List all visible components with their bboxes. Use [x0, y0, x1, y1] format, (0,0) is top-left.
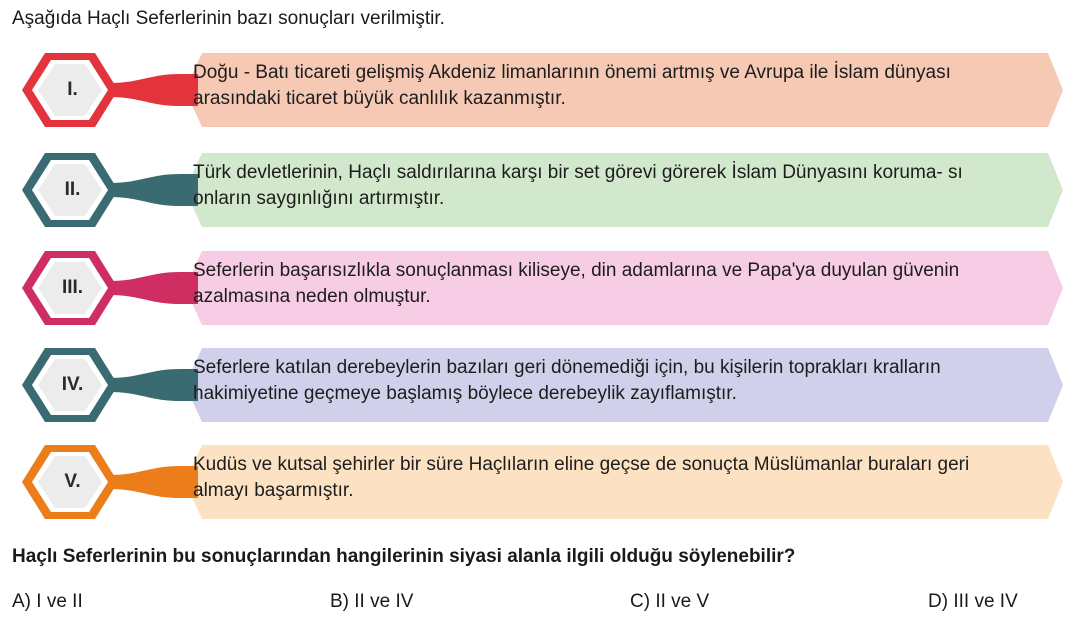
connector-shape [110, 174, 198, 206]
result-item-4-text: Seferlere katılan derebeylerin bazıları geri dönemediği için, bu kişilerin toprakları kralların hakimiyetine geçmeye başlamış böylece derebeylik zayıflamıştır. [193, 357, 941, 404]
option-b[interactable]: B) II ve IV [330, 591, 414, 612]
result-item-3-numeral: III. [61, 277, 84, 298]
result-item-4 [20, 345, 1065, 425]
result-item-3 [20, 248, 1065, 328]
connector-shape [110, 466, 198, 498]
connector-shape [110, 74, 198, 106]
result-item-1-numeral: I. [67, 79, 78, 100]
option-c[interactable]: C) II ve V [630, 591, 710, 612]
result-item-1-text: Doğu - Batı ticareti gelişmiş Akdeniz limanlarının önemi artmış ve Avrupa ile İslam dünyası arasındaki ticaret büyük canlılık kazanmıştır. [193, 62, 951, 109]
connector-shape [110, 369, 198, 401]
result-item-3-text: Seferlerin başarısızlıkla sonuçlanması kiliseye, din adamlarına ve Papa'ya duyulan güvenin azalmasına neden olmuştur. [193, 260, 960, 307]
option-d[interactable]: D) III ve IV [928, 591, 1018, 612]
result-item-5-text: Kudüs ve kutsal şehirler bir süre Haçlıların eline geçse de sonuçta Müslümanlar buraları geri almayı başarmıştır. [193, 454, 970, 501]
option-a[interactable]: A) I ve II [12, 591, 83, 612]
result-item-5-numeral: V. [64, 471, 81, 492]
connector-shape [110, 272, 198, 304]
result-item-4-numeral: IV. [61, 374, 84, 395]
result-item-2 [20, 150, 1065, 230]
question-text: Haçlı Seferlerinin bu sonuçlarından hangilerinin siyasi alanla ilgili olduğu söylenebilir? [12, 546, 796, 567]
result-item-5 [20, 442, 1065, 522]
result-item-2-text: Türk devletlerinin, Haçlı saldırılarına karşı bir set görevi görerek İslam Dünyasını koruma- sı onların saygınlığını artırmıştır. [193, 162, 963, 209]
result-item-2-numeral: II. [64, 179, 81, 200]
intro-text: Aşağıda Haçlı Seferlerinin bazı sonuçları verilmiştir. [12, 8, 445, 29]
result-item-1 [20, 50, 1065, 130]
